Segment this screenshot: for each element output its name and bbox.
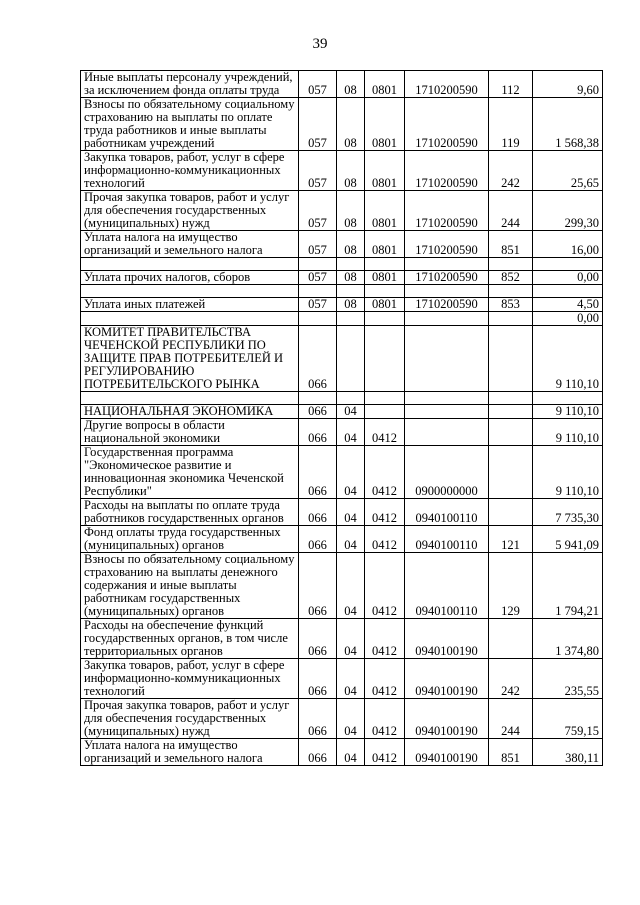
target-article-cell: 0900000000 xyxy=(405,446,489,499)
table-row xyxy=(81,619,603,659)
subsection-code-cell: 0801 xyxy=(365,191,405,231)
expense-type-cell xyxy=(489,619,533,659)
expense-type-cell: 851 xyxy=(489,739,533,766)
section-code-cell xyxy=(337,312,365,326)
amount-cell: 9 110,10 xyxy=(533,326,603,392)
expense-type-cell: 119 xyxy=(489,98,533,151)
table-row xyxy=(81,553,603,619)
section-code-cell xyxy=(337,326,365,392)
table-row xyxy=(81,231,603,258)
subsection-code-cell: 0412 xyxy=(365,419,405,446)
target-article-cell: 0940100190 xyxy=(405,659,489,699)
target-article-cell xyxy=(405,326,489,392)
amount-cell: 380,11 xyxy=(533,739,603,766)
section-code-cell: 08 xyxy=(337,98,365,151)
row-name-cell: Прочая закупка товаров, работ и услуг для обеспечения государственных (муниципальных) нужд xyxy=(81,191,299,231)
ministry-code-cell: 066 xyxy=(299,326,337,392)
target-article-cell xyxy=(405,312,489,326)
table-row xyxy=(81,739,603,766)
section-code-cell: 04 xyxy=(337,405,365,419)
ministry-code-cell: 066 xyxy=(299,553,337,619)
row-name-cell: Взносы по обязательному социальному страхованию на выплаты денежного содержания и иные выплаты работникам государственных (муниципальных) органов xyxy=(81,553,299,619)
section-code-cell: 04 xyxy=(337,619,365,659)
table-row xyxy=(81,71,603,98)
subsection-code-cell: 0412 xyxy=(365,699,405,739)
section-code-cell: 04 xyxy=(337,553,365,619)
amount-cell: 0,00 xyxy=(533,271,603,285)
row-name-cell: КОМИТЕТ ПРАВИТЕЛЬСТВА ЧЕЧЕНСКОЙ РЕСПУБЛИКИ ПО ЗАЩИТЕ ПРАВ ПОТРЕБИТЕЛЕЙ И РЕГУЛИРОВАНИЮ ПОТРЕБИТЕЛЬСКОГО РЫНКА xyxy=(81,326,299,392)
section-code-cell: 04 xyxy=(337,499,365,526)
amount-cell: 9,60 xyxy=(533,71,603,98)
budget-table xyxy=(80,70,603,766)
row-name-cell: Расходы на выплаты по оплате труда работников государственных органов xyxy=(81,499,299,526)
subsection-code-cell: 0801 xyxy=(365,151,405,191)
row-spacer xyxy=(81,285,603,298)
table-row xyxy=(81,659,603,699)
amount-cell: 5 941,09 xyxy=(533,526,603,553)
subsection-code-cell: 0801 xyxy=(365,298,405,312)
section-code-cell: 04 xyxy=(337,446,365,499)
ministry-code-cell: 066 xyxy=(299,659,337,699)
target-article-cell: 0940100110 xyxy=(405,526,489,553)
ministry-code-cell: 057 xyxy=(299,151,337,191)
expense-type-cell: 242 xyxy=(489,659,533,699)
subsection-code-cell: 0412 xyxy=(365,619,405,659)
table-row xyxy=(81,151,603,191)
expense-type-cell: 852 xyxy=(489,271,533,285)
target-article-cell: 0940100190 xyxy=(405,739,489,766)
table-row xyxy=(81,526,603,553)
subsection-code-cell: 0412 xyxy=(365,499,405,526)
ministry-code-cell: 066 xyxy=(299,419,337,446)
section-code-cell: 08 xyxy=(337,71,365,98)
amount-cell: 25,65 xyxy=(533,151,603,191)
section-code-cell: 04 xyxy=(337,526,365,553)
ministry-code-cell: 066 xyxy=(299,446,337,499)
table-row xyxy=(81,419,603,446)
expense-type-cell xyxy=(489,326,533,392)
table-row xyxy=(81,446,603,499)
subsection-code-cell: 0801 xyxy=(365,98,405,151)
amount-cell: 9 110,10 xyxy=(533,405,603,419)
target-article-cell: 1710200590 xyxy=(405,231,489,258)
amount-cell: 7 735,30 xyxy=(533,499,603,526)
target-article-cell: 0940100110 xyxy=(405,499,489,526)
row-name-cell: Уплата налога на имущество организаций и земельного налога xyxy=(81,739,299,766)
expense-type-cell xyxy=(489,405,533,419)
ministry-code-cell: 066 xyxy=(299,619,337,659)
table-row xyxy=(81,191,603,231)
table-row xyxy=(81,499,603,526)
target-article-cell xyxy=(405,405,489,419)
table-row xyxy=(81,98,603,151)
ministry-code-cell: 057 xyxy=(299,191,337,231)
expense-type-cell: 853 xyxy=(489,298,533,312)
amount-cell: 1 374,80 xyxy=(533,619,603,659)
amount-cell: 759,15 xyxy=(533,699,603,739)
table-row xyxy=(81,298,603,312)
ministry-code-cell: 057 xyxy=(299,98,337,151)
ministry-code-cell xyxy=(299,312,337,326)
subsection-code-cell: 0412 xyxy=(365,526,405,553)
row-name-cell: Другие вопросы в области национальной экономики xyxy=(81,419,299,446)
subsection-code-cell: 0801 xyxy=(365,271,405,285)
target-article-cell: 1710200590 xyxy=(405,71,489,98)
row-name-cell: Прочая закупка товаров, работ и услуг для обеспечения государственных (муниципальных) нужд xyxy=(81,699,299,739)
target-article-cell: 0940100190 xyxy=(405,699,489,739)
subsection-code-cell xyxy=(365,405,405,419)
row-spacer xyxy=(81,392,603,405)
amount-cell: 1 794,21 xyxy=(533,553,603,619)
amount-cell: 4,50 xyxy=(533,298,603,312)
section-code-cell: 08 xyxy=(337,151,365,191)
amount-cell: 16,00 xyxy=(533,231,603,258)
row-name-cell: Закупка товаров, работ, услуг в сфере информационно-коммуникационных технологий xyxy=(81,151,299,191)
expense-type-cell: 244 xyxy=(489,699,533,739)
row-name-cell: Уплата прочих налогов, сборов xyxy=(81,271,299,285)
row-name-cell: Расходы на обеспечение функций государственных органов, в том числе территориальных органов xyxy=(81,619,299,659)
row-name-cell: Уплата налога на имущество организаций и земельного налога xyxy=(81,231,299,258)
subsection-code-cell: 0412 xyxy=(365,446,405,499)
section-code-cell: 04 xyxy=(337,739,365,766)
amount-cell: 9 110,10 xyxy=(533,419,603,446)
expense-type-cell xyxy=(489,499,533,526)
section-code-cell: 08 xyxy=(337,271,365,285)
target-article-cell: 0940100190 xyxy=(405,619,489,659)
amount-cell: 0,00 xyxy=(533,312,603,326)
amount-cell: 299,30 xyxy=(533,191,603,231)
subsection-code-cell: 0412 xyxy=(365,553,405,619)
row-name-cell: Фонд оплаты труда государственных (муниципальных) органов xyxy=(81,526,299,553)
amount-cell: 9 110,10 xyxy=(533,446,603,499)
page-number: 39 xyxy=(312,36,328,52)
ministry-code-cell: 066 xyxy=(299,699,337,739)
subsection-code-cell: 0412 xyxy=(365,739,405,766)
target-article-cell: 1710200590 xyxy=(405,271,489,285)
table-row xyxy=(81,312,603,326)
section-code-cell: 08 xyxy=(337,231,365,258)
expense-type-cell: 112 xyxy=(489,71,533,98)
target-article-cell: 1710200590 xyxy=(405,191,489,231)
expense-type-cell: 121 xyxy=(489,526,533,553)
row-spacer xyxy=(81,258,603,271)
target-article-cell xyxy=(405,419,489,446)
expense-type-cell xyxy=(489,419,533,446)
subsection-code-cell: 0801 xyxy=(365,231,405,258)
table-row xyxy=(81,699,603,739)
target-article-cell: 1710200590 xyxy=(405,98,489,151)
subsection-code-cell: 0412 xyxy=(365,659,405,699)
table-row xyxy=(81,326,603,392)
subsection-code-cell xyxy=(365,312,405,326)
expense-type-cell xyxy=(489,312,533,326)
subsection-code-cell: 0801 xyxy=(365,71,405,98)
row-name-cell xyxy=(81,312,299,326)
ministry-code-cell: 057 xyxy=(299,271,337,285)
section-code-cell: 04 xyxy=(337,699,365,739)
section-code-cell: 08 xyxy=(337,191,365,231)
row-name-cell: Закупка товаров, работ, услуг в сфере информационно-коммуникационных технологий xyxy=(81,659,299,699)
row-name-cell: НАЦИОНАЛЬНАЯ ЭКОНОМИКА xyxy=(81,405,299,419)
row-name-cell: Взносы по обязательному социальному страхованию на выплаты по оплате труда работников и иные выплаты работникам учреждений xyxy=(81,98,299,151)
expense-type-cell: 242 xyxy=(489,151,533,191)
subsection-code-cell xyxy=(365,326,405,392)
ministry-code-cell: 057 xyxy=(299,231,337,258)
target-article-cell: 1710200590 xyxy=(405,298,489,312)
amount-cell: 235,55 xyxy=(533,659,603,699)
ministry-code-cell: 066 xyxy=(299,526,337,553)
expense-type-cell: 851 xyxy=(489,231,533,258)
amount-cell: 1 568,38 xyxy=(533,98,603,151)
section-code-cell: 04 xyxy=(337,419,365,446)
ministry-code-cell: 066 xyxy=(299,499,337,526)
ministry-code-cell: 066 xyxy=(299,739,337,766)
ministry-code-cell: 057 xyxy=(299,298,337,312)
expense-type-cell xyxy=(489,446,533,499)
table-row xyxy=(81,405,603,419)
ministry-code-cell: 057 xyxy=(299,71,337,98)
row-name-cell: Иные выплаты персоналу учреждений, за исключением фонда оплаты труда xyxy=(81,71,299,98)
ministry-code-cell: 066 xyxy=(299,405,337,419)
table-row xyxy=(81,271,603,285)
target-article-cell: 0940100110 xyxy=(405,553,489,619)
row-name-cell: Уплата иных платежей xyxy=(81,298,299,312)
row-name-cell: Государственная программа "Экономическое развитие и инновационная экономика Чеченской Республики" xyxy=(81,446,299,499)
expense-type-cell: 129 xyxy=(489,553,533,619)
expense-type-cell: 244 xyxy=(489,191,533,231)
section-code-cell: 08 xyxy=(337,298,365,312)
target-article-cell: 1710200590 xyxy=(405,151,489,191)
section-code-cell: 04 xyxy=(337,659,365,699)
